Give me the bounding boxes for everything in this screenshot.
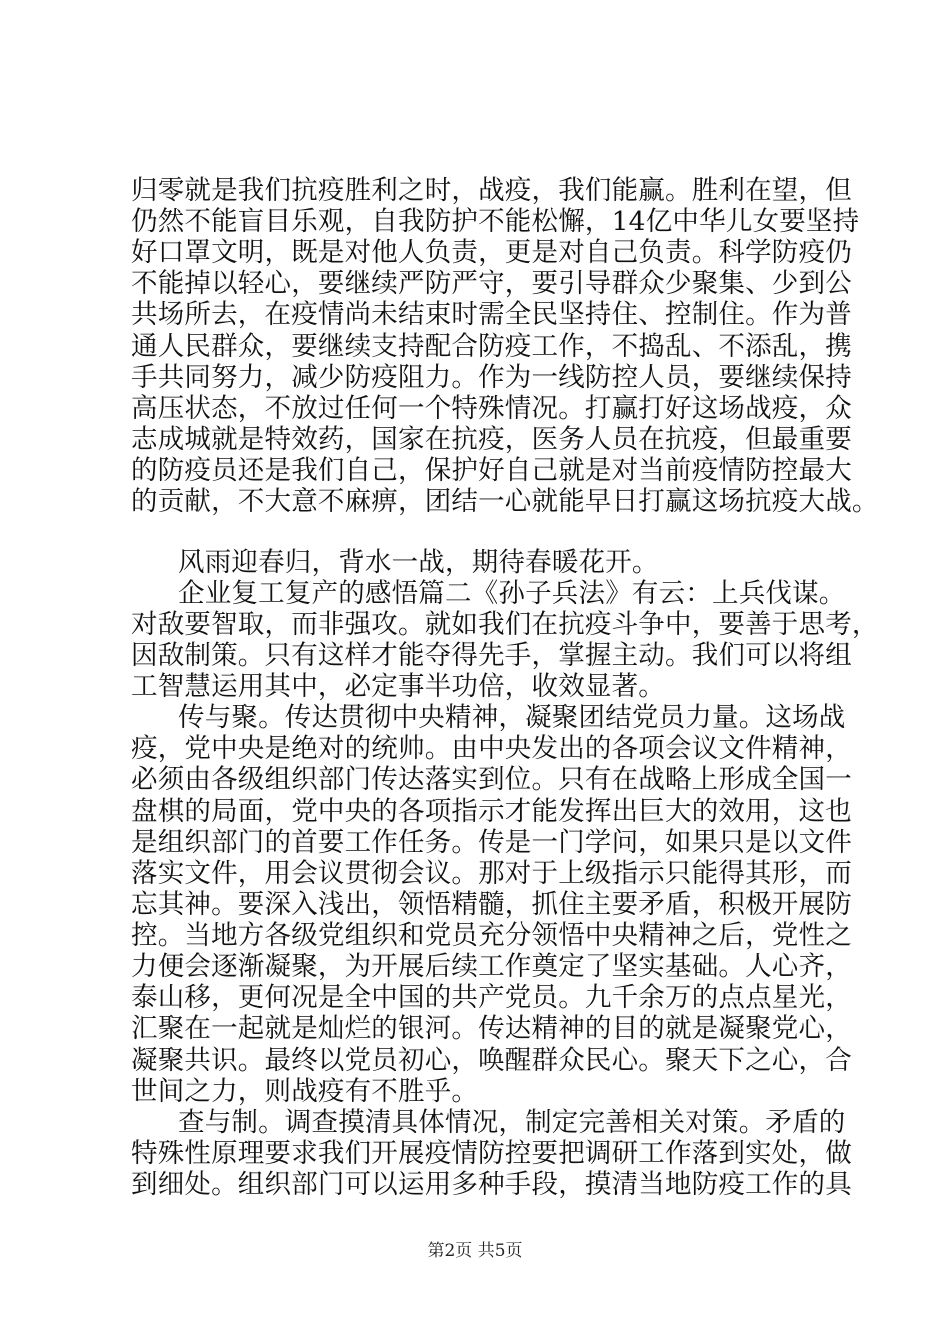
paragraph-line: 必须由各级组织部门传达落实到位。只有在战略上形成全国一 [131,764,852,795]
page-number-footer: 第2页 共5页 [427,1241,523,1261]
paragraph-line: 盘棋的局面，党中央的各项指示才能发挥出巨大的效用，这也 [131,796,852,827]
paragraph-line: 的贡献，不大意不麻痹，团结一心就能早日打赢这场抗疫大战。 [131,486,879,517]
paragraph-line: 落实文件，用会议贯彻会议。那对于上级指示只能得其形，而 [131,858,852,889]
paragraph-line: 力便会逐渐凝聚，为开展后续工作奠定了坚实基础。人心齐， [131,951,852,982]
paragraph-line: 仍然不能盲目乐观，自我防护不能松懈，14亿中华儿女要坚持 [131,206,860,237]
paragraph-line: 世间之力，则战疫有不胜乎。 [131,1076,479,1107]
paragraph-line: 凝聚共识。最终以党员初心，唤醒群众民心。聚天下之心，合 [131,1045,852,1076]
paragraph-line: 到细处。组织部门可以运用多种手段，摸清当地防疫工作的具 [131,1169,852,1200]
paragraph-line: 企业复工复产的感悟篇二《孙子兵法》有云：上兵伐谋。 [178,578,846,609]
paragraph-line: 志成城就是特效药，国家在抗疫，医务人员在抗疫，但最重要 [131,424,852,455]
paragraph-line: 好口罩文明，既是对他人负责，更是对自己负责。科学防疫仍 [131,237,852,268]
paragraph-line: 不能掉以轻心，要继续严防严守，要引导群众少聚集、少到公 [131,268,852,299]
paragraph-line: 风雨迎春归，背水一战，期待春暖花开。 [178,547,659,578]
paragraph-line: 归零就是我们抗疫胜利之时，战疫，我们能赢。胜利在望，但 [131,175,852,206]
paragraph-line: 工智慧运用其中，必定事半功倍，收效显著。 [131,671,665,702]
paragraph-line: 高压状态，不放过任何一个特殊情况。打赢打好这场战疫，众 [131,393,852,424]
paragraph-line: 汇聚在一起就是灿烂的银河。传达精神的目的就是凝聚党心， [131,1013,852,1044]
paragraph-line: 传与聚。传达贯彻中央精神，凝聚团结党员力量。这场战 [178,702,846,733]
paragraph-line: 是组织部门的首要工作任务。传是一门学问，如果只是以文件 [131,827,852,858]
paragraph-line: 对敌要智取，而非强攻。就如我们在抗疫斗争中，要善于思考， [131,609,879,640]
paragraph-line: 疫，党中央是绝对的统帅。由中央发出的各项会议文件精神， [131,733,852,764]
paragraph-line: 共场所去，在疫情尚未结束时需全民坚持住、控制住。作为普 [131,299,852,330]
paragraph-line: 手共同努力，减少防疫阻力。作为一线防控人员，要继续保持 [131,362,852,393]
paragraph-line: 通人民群众，要继续支持配合防疫工作，不捣乱、不添乱，携 [131,331,852,362]
paragraph-line: 控。当地方各级党组织和党员充分领悟中央精神之后，党性之 [131,920,852,951]
paragraph-line: 忘其神。要深入浅出，领悟精髓，抓住主要矛盾，积极开展防 [131,889,852,920]
paragraph-line: 泰山移，更何况是全中国的共产党员。九千余万的点点星光， [131,982,852,1013]
paragraph-line: 查与制。调查摸清具体情况，制定完善相关对策。矛盾的 [178,1107,846,1138]
paragraph-line: 特殊性原理要求我们开展疫情防控要把调研工作落到实处，做 [131,1138,852,1169]
paragraph-line: 因敌制策。只有这样才能夺得先手，掌握主动。我们可以将组 [131,640,852,671]
paragraph-line: 的防疫员还是我们自己，保护好自己就是对当前疫情防控最大 [131,455,852,486]
